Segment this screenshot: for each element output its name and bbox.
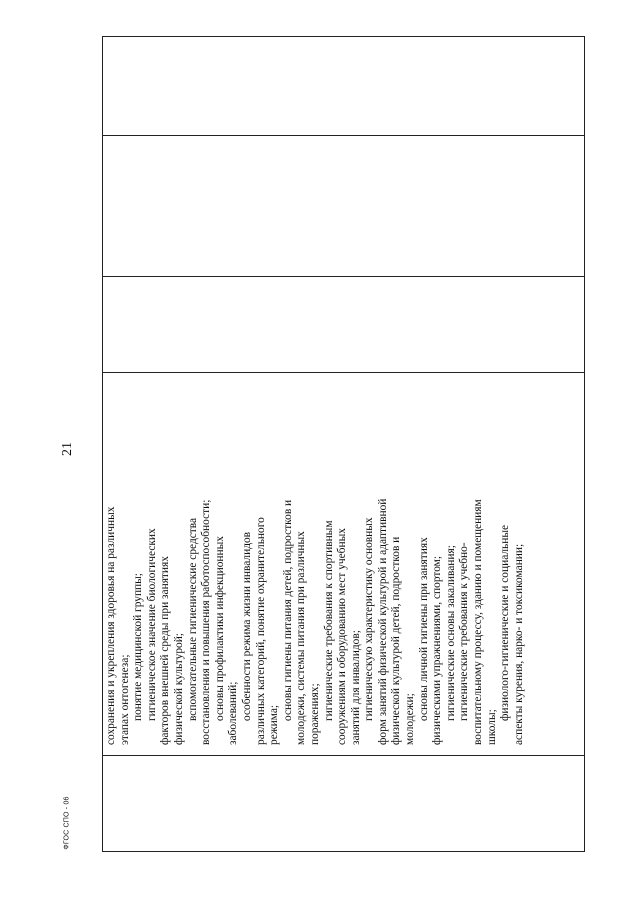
content-line: физической культурой; (172, 633, 185, 745)
footer-code-text: ФГОС СПО - 06 (63, 796, 71, 850)
knowledge-cell (103, 372, 586, 755)
content-line: особенности режима жизни инвалидов (240, 531, 253, 721)
content-line: сохранения и укрепления здоровья на различных (105, 506, 117, 745)
content-line: факторов внешней среды при занятиях (159, 556, 172, 745)
content-line: гигиенические требования к учебно- (458, 542, 471, 721)
table-column-discipline (103, 135, 584, 276)
content-line: гигиенические основы закаливания; (444, 545, 457, 721)
content-line: воспитательному процессу, зданию и помещениям (472, 499, 485, 745)
content-line: физиолого-гигиенические и социальные (499, 524, 512, 721)
content-line: основы личной гигиены при занятиях (417, 537, 430, 721)
content-line: гигиеническое значение биологических (145, 528, 158, 721)
content-line: заболеваний; (227, 681, 240, 745)
page-number: 21 (60, 442, 75, 456)
content-line: аспекты курения, нарко- и токсикомании; (512, 543, 525, 745)
content-line: молодежи; (404, 693, 417, 745)
content-line: молодежи, системы питания при различных (295, 531, 308, 745)
content-line: занятий для инвалидов; (349, 630, 362, 745)
content-line: поражениях; (308, 683, 321, 745)
content-line: основы профилактики инфекционных (213, 536, 226, 721)
table-column-competencies (103, 35, 584, 135)
content-line: режима; (268, 704, 281, 745)
content-line: вспомогательные гигиенические средства (186, 517, 199, 721)
content-line: основы гигиены питания детей, подростков и (281, 499, 294, 721)
content-line: понятие медицинской группы; (132, 573, 145, 721)
content-line: физической культурой детей, подростков и (390, 536, 403, 745)
content-line: восстановления и повышения работоспособности; (200, 499, 213, 745)
footer-code (62, 796, 72, 850)
content-line: различных категорий, понятие охранительного (254, 517, 267, 745)
content-line: гигиеническую характеристику основных (363, 517, 376, 721)
content-line: школы; (485, 709, 498, 745)
content-line: сооружениям и оборудованию мест учебных (336, 528, 349, 745)
content-line: форм занятий физической культурой и адаптивной (376, 498, 389, 745)
table-column-hours (103, 276, 584, 372)
table-column-index (103, 755, 584, 851)
content-line: физическими упражнениями, спортом; (431, 555, 444, 745)
content-line: гигиенические требования к спортивным (322, 520, 335, 721)
competency-table (102, 36, 585, 852)
content-line: этапах онтогенеза; (118, 654, 131, 745)
